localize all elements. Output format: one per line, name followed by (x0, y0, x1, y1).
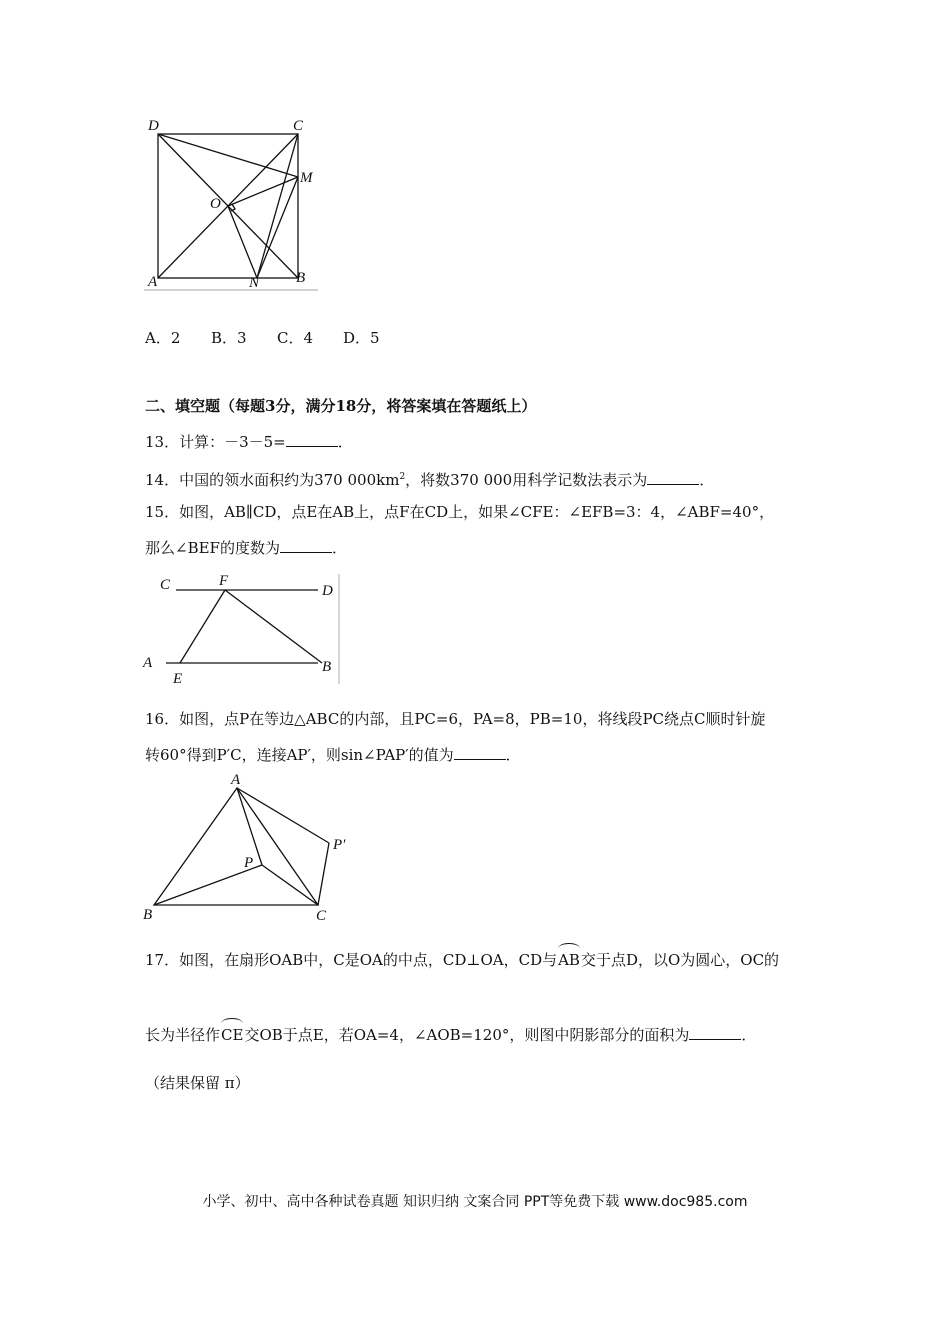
answer-blank (454, 745, 506, 760)
q15-figure (140, 570, 350, 690)
label-a: A (148, 274, 158, 290)
q16-line2 (145, 745, 521, 765)
segment-ap2 (237, 788, 329, 843)
label-c: C (316, 908, 327, 924)
q17-line3: （结果保留 π） (145, 1074, 250, 1092)
answer-blank (286, 432, 338, 447)
segment-ef (180, 590, 225, 663)
q14 (145, 467, 714, 490)
q17-line2-b: 交OB于点E，若OA=4，∠AOB=120°，则图中阴影部分的面积为 (244, 1026, 690, 1044)
label-c: C (160, 577, 171, 593)
section-heading: 二、填空题（每题3分，满分18分，将答案填在答题纸上） (145, 397, 537, 415)
label-d: D (322, 583, 333, 599)
label-b: B (322, 659, 332, 675)
q12-choice-a: A．2 (145, 329, 181, 347)
q13 (145, 432, 353, 452)
segment-fb (225, 590, 322, 663)
q17-line2-a: 长为半径作 (145, 1026, 221, 1044)
label-d: D (148, 118, 159, 134)
label-b: B (143, 907, 153, 923)
q15-line1: 15．如图，AB∥CD，点E在AB上，点F在CD上，如果∠CFE：∠EFB=3：4，∠ABF=40°， (145, 503, 775, 521)
q12-figure (140, 110, 330, 295)
q17-line1-a: 17．如图，在扇形OAB中，C是OA的中点，CD⊥OA，CD与 (145, 951, 558, 969)
label-b: B (296, 270, 306, 286)
q14-text-a: 14．中国的领水面积约为370 000km (145, 471, 400, 489)
label-a: A (143, 655, 153, 671)
footer-text: 小学、初中、高中各种试卷真题 知识归纳 文案合同 PPT等免费下载 www.doc985.com (202, 1194, 748, 1210)
answer-blank (689, 1025, 741, 1040)
segment-ap (237, 788, 262, 865)
segment-bp (154, 865, 262, 905)
q16-line1: 16．如图，点P在等边△ABC的内部，且PC=6，PA=8，PB=10，将线段PC绕点C顺时针旋 (145, 710, 766, 728)
q14-end: ． (699, 471, 715, 489)
label-p-prime: P′ (333, 837, 346, 853)
q14-sup: 2 (399, 472, 406, 482)
label-c: C (293, 118, 304, 134)
q16-end: ． (505, 746, 521, 764)
q14-text-b: ，将数370 000用科学记数法表示为 (405, 471, 648, 489)
label-p: P (244, 855, 254, 871)
q17-end: ． (741, 1026, 757, 1044)
q12-choice-d: D．5 (343, 329, 380, 347)
label-o: O (210, 196, 221, 212)
label-n: N (249, 275, 260, 291)
q15-line2-text: 那么∠BEF的度数为 (145, 539, 280, 557)
q17-line1 (145, 950, 779, 970)
answer-blank (647, 470, 699, 485)
segment-pc (262, 865, 318, 905)
arc-ce: CE (221, 1026, 244, 1044)
q16-line2-text: 转60°得到P′C，连接AP′，则sin∠PAP′的值为 (145, 746, 454, 764)
label-m: M (300, 170, 313, 186)
q13-text: 13．计算：－3－5= (145, 433, 286, 451)
q15-end: ． (331, 539, 347, 557)
q15-line2 (145, 538, 347, 558)
segment-on (228, 206, 257, 278)
q17-line2 (145, 1025, 756, 1045)
q12-choice-b: B．3 (211, 329, 247, 347)
label-f: F (219, 573, 229, 589)
q17-line1-b: 交于点D，以O为圆心，OC的 (580, 951, 780, 969)
answer-blank (280, 538, 332, 553)
q16-figure (140, 770, 360, 925)
segment-mn (257, 177, 298, 278)
q12-choice-c: C．4 (277, 329, 314, 347)
arc-ab: AB (558, 951, 580, 969)
label-e: E (173, 671, 183, 687)
segment-p2c (318, 843, 329, 905)
label-a: A (231, 772, 241, 788)
q13-end: ． (337, 433, 353, 451)
